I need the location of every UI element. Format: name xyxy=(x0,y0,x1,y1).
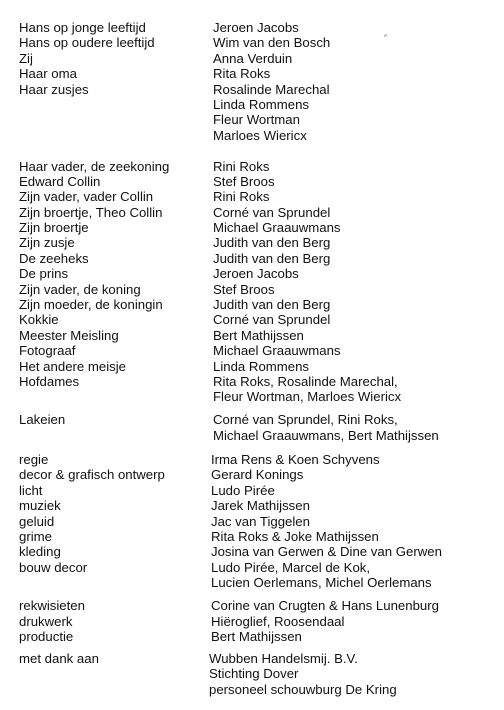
cast-row xyxy=(0,35,504,50)
cast-row xyxy=(0,82,504,97)
crew-role-label: drukwerk xyxy=(19,613,73,629)
sponsor-name: personeel schouwburg De Kring xyxy=(209,681,397,697)
cast-row xyxy=(0,359,504,374)
crew-name: Rita Roks & Joke Mathijssen xyxy=(211,528,379,544)
crew-list xyxy=(0,452,504,644)
crew-row xyxy=(0,514,504,529)
actor-name: Corné van Sprundel xyxy=(213,312,331,328)
cast-row xyxy=(0,220,504,235)
crew-row xyxy=(0,467,504,482)
crew-row xyxy=(0,629,504,644)
cast-row xyxy=(0,343,504,358)
cast-row xyxy=(0,282,504,297)
crew-role-label: regie xyxy=(19,452,49,467)
thanks-row xyxy=(0,682,504,697)
cast-row xyxy=(0,374,504,389)
actor-name: Jeroen Jacobs xyxy=(213,20,299,35)
role-label: De zeeheks xyxy=(19,250,89,266)
crew-role-label: muziek xyxy=(19,498,61,514)
crew-role-label: bouw decor xyxy=(19,559,88,575)
role-label: Zijn broertje, Theo Collin xyxy=(19,204,163,220)
role-label: Haar zusjes xyxy=(19,81,89,97)
cast-row xyxy=(0,159,504,174)
crew-row xyxy=(0,598,504,613)
actor-name: Rini Roks xyxy=(213,158,270,174)
crew-row xyxy=(0,483,504,498)
role-label: Haar vader, de zeekoning xyxy=(19,158,170,174)
crew-name: Gerard Konings xyxy=(211,467,304,483)
actor-name: Rita Roks, Rosalinde Marechal, xyxy=(213,373,398,389)
thanks-list xyxy=(0,651,504,697)
role-label: Zijn vader, vader Collin xyxy=(19,189,154,205)
crew-name: Irma Rens & Koen Schyvens xyxy=(211,452,380,467)
actor-name: Jeroen Jacobs xyxy=(213,266,299,282)
sponsor-name: Wubben Handelsmij. B.V. xyxy=(209,651,358,666)
actor-name: Wim van den Bosch xyxy=(213,35,331,51)
thanks-label: met dank aan xyxy=(19,651,99,666)
crew-row xyxy=(0,614,504,629)
cast-row xyxy=(0,128,504,143)
actor-name: Rita Roks xyxy=(213,66,271,82)
role-label: Zijn broertje xyxy=(19,220,89,236)
cast-row xyxy=(0,97,504,112)
cast-row xyxy=(0,235,504,250)
role-label: Hans op oudere leeftijd xyxy=(19,35,155,51)
cast-row xyxy=(0,51,504,66)
crew-row xyxy=(0,575,504,590)
crew-name: Corine van Crugten & Hans Lunenburg xyxy=(211,598,439,614)
crew-name: Hiëroglief, Roosendaal xyxy=(211,613,345,629)
crew-role-label: kleding xyxy=(19,544,61,560)
crew-role-label: productie xyxy=(19,628,74,644)
actor-name: Marloes Wiericx xyxy=(213,127,307,143)
role-label: Meester Meisling xyxy=(19,327,119,343)
role-label: Hofdames xyxy=(19,373,80,389)
cast-row xyxy=(0,189,504,204)
actor-name: Michael Graauwmans xyxy=(213,343,341,359)
actor-name: Judith van den Berg xyxy=(213,235,331,251)
sponsor-name: Stichting Dover xyxy=(209,666,299,682)
crew-name: Lucien Oerlemans, Michel Oerlemans xyxy=(211,575,432,591)
crew-role-label: rekwisieten xyxy=(19,598,85,614)
actor-name: Stef Broos xyxy=(213,173,275,189)
crew-row xyxy=(0,529,504,544)
cast-row xyxy=(0,412,504,427)
actor-name: Rosalinde Marechal xyxy=(213,81,330,97)
actor-name: Michael Graauwmans, Bert Mathijssen xyxy=(213,427,439,443)
actor-name: Corné van Sprundel, Rini Roks, xyxy=(213,412,398,428)
role-label: Zijn vader, de koning xyxy=(19,281,141,297)
role-label: Lakeien xyxy=(19,412,66,428)
role-label: Het andere meisje xyxy=(19,358,127,374)
cast-row xyxy=(0,66,504,81)
actor-name: Judith van den Berg xyxy=(213,250,331,266)
cast-row xyxy=(0,428,504,443)
cast-row xyxy=(0,112,504,127)
actor-name: Anna Verduin xyxy=(213,50,293,66)
crew-name: Jac van Tiggelen xyxy=(211,513,310,529)
role-label: Zij xyxy=(19,50,33,66)
cast-row xyxy=(0,297,504,312)
crew-row xyxy=(0,452,504,467)
cast-list xyxy=(0,20,504,443)
crew-role-label: licht xyxy=(19,482,43,498)
cast-row xyxy=(0,174,504,189)
actor-name: Linda Rommens xyxy=(213,358,310,374)
thanks-row xyxy=(0,666,504,681)
crew-name: Bert Mathijssen xyxy=(211,628,302,644)
actor-name: Michael Graauwmans xyxy=(213,220,341,236)
crew-row xyxy=(0,544,504,559)
role-label: Hans op jonge leeftijd xyxy=(19,20,146,35)
crew-name: Jarek Mathijssen xyxy=(211,498,310,514)
cast-row xyxy=(0,205,504,220)
cast-row xyxy=(0,266,504,281)
actor-name: Judith van den Berg xyxy=(213,297,331,313)
crew-role-label: grime xyxy=(19,528,52,544)
actor-name: Fleur Wortman xyxy=(213,112,300,128)
cast-row xyxy=(0,312,504,327)
actor-name: Linda Rommens xyxy=(213,96,310,112)
role-label: Kokkie xyxy=(19,312,59,328)
crew-name: Josina van Gerwen & Dine van Gerwen xyxy=(211,544,442,560)
role-label: Edward Collin xyxy=(19,173,101,189)
role-label: De prins xyxy=(19,266,69,282)
actor-name: Bert Mathijssen xyxy=(213,327,304,343)
actor-name: Fleur Wortman, Marloes Wiericx xyxy=(213,389,402,405)
crew-role-label: geluid xyxy=(19,513,55,529)
cast-row xyxy=(0,20,504,35)
role-label: Fotograaf xyxy=(19,343,76,359)
crew-row xyxy=(0,560,504,575)
cast-row xyxy=(0,251,504,266)
crew-name: Ludo Pirée, Marcel de Kok, xyxy=(211,559,371,575)
crew-name: Ludo Pirée xyxy=(211,482,275,498)
crew-role-label: decor & grafisch ontwerp xyxy=(19,467,165,483)
role-label: Zijn moeder, de koningin xyxy=(19,297,163,313)
role-label: Zijn zusje xyxy=(19,235,75,251)
cast-row xyxy=(0,389,504,404)
cast-row xyxy=(0,328,504,343)
actor-name: Stef Broos xyxy=(213,281,275,297)
actor-name: Rini Roks xyxy=(213,189,270,205)
crew-row xyxy=(0,498,504,513)
role-label: Haar oma xyxy=(19,66,77,82)
actor-name: Corné van Sprundel xyxy=(213,204,331,220)
thanks-row xyxy=(0,651,504,666)
